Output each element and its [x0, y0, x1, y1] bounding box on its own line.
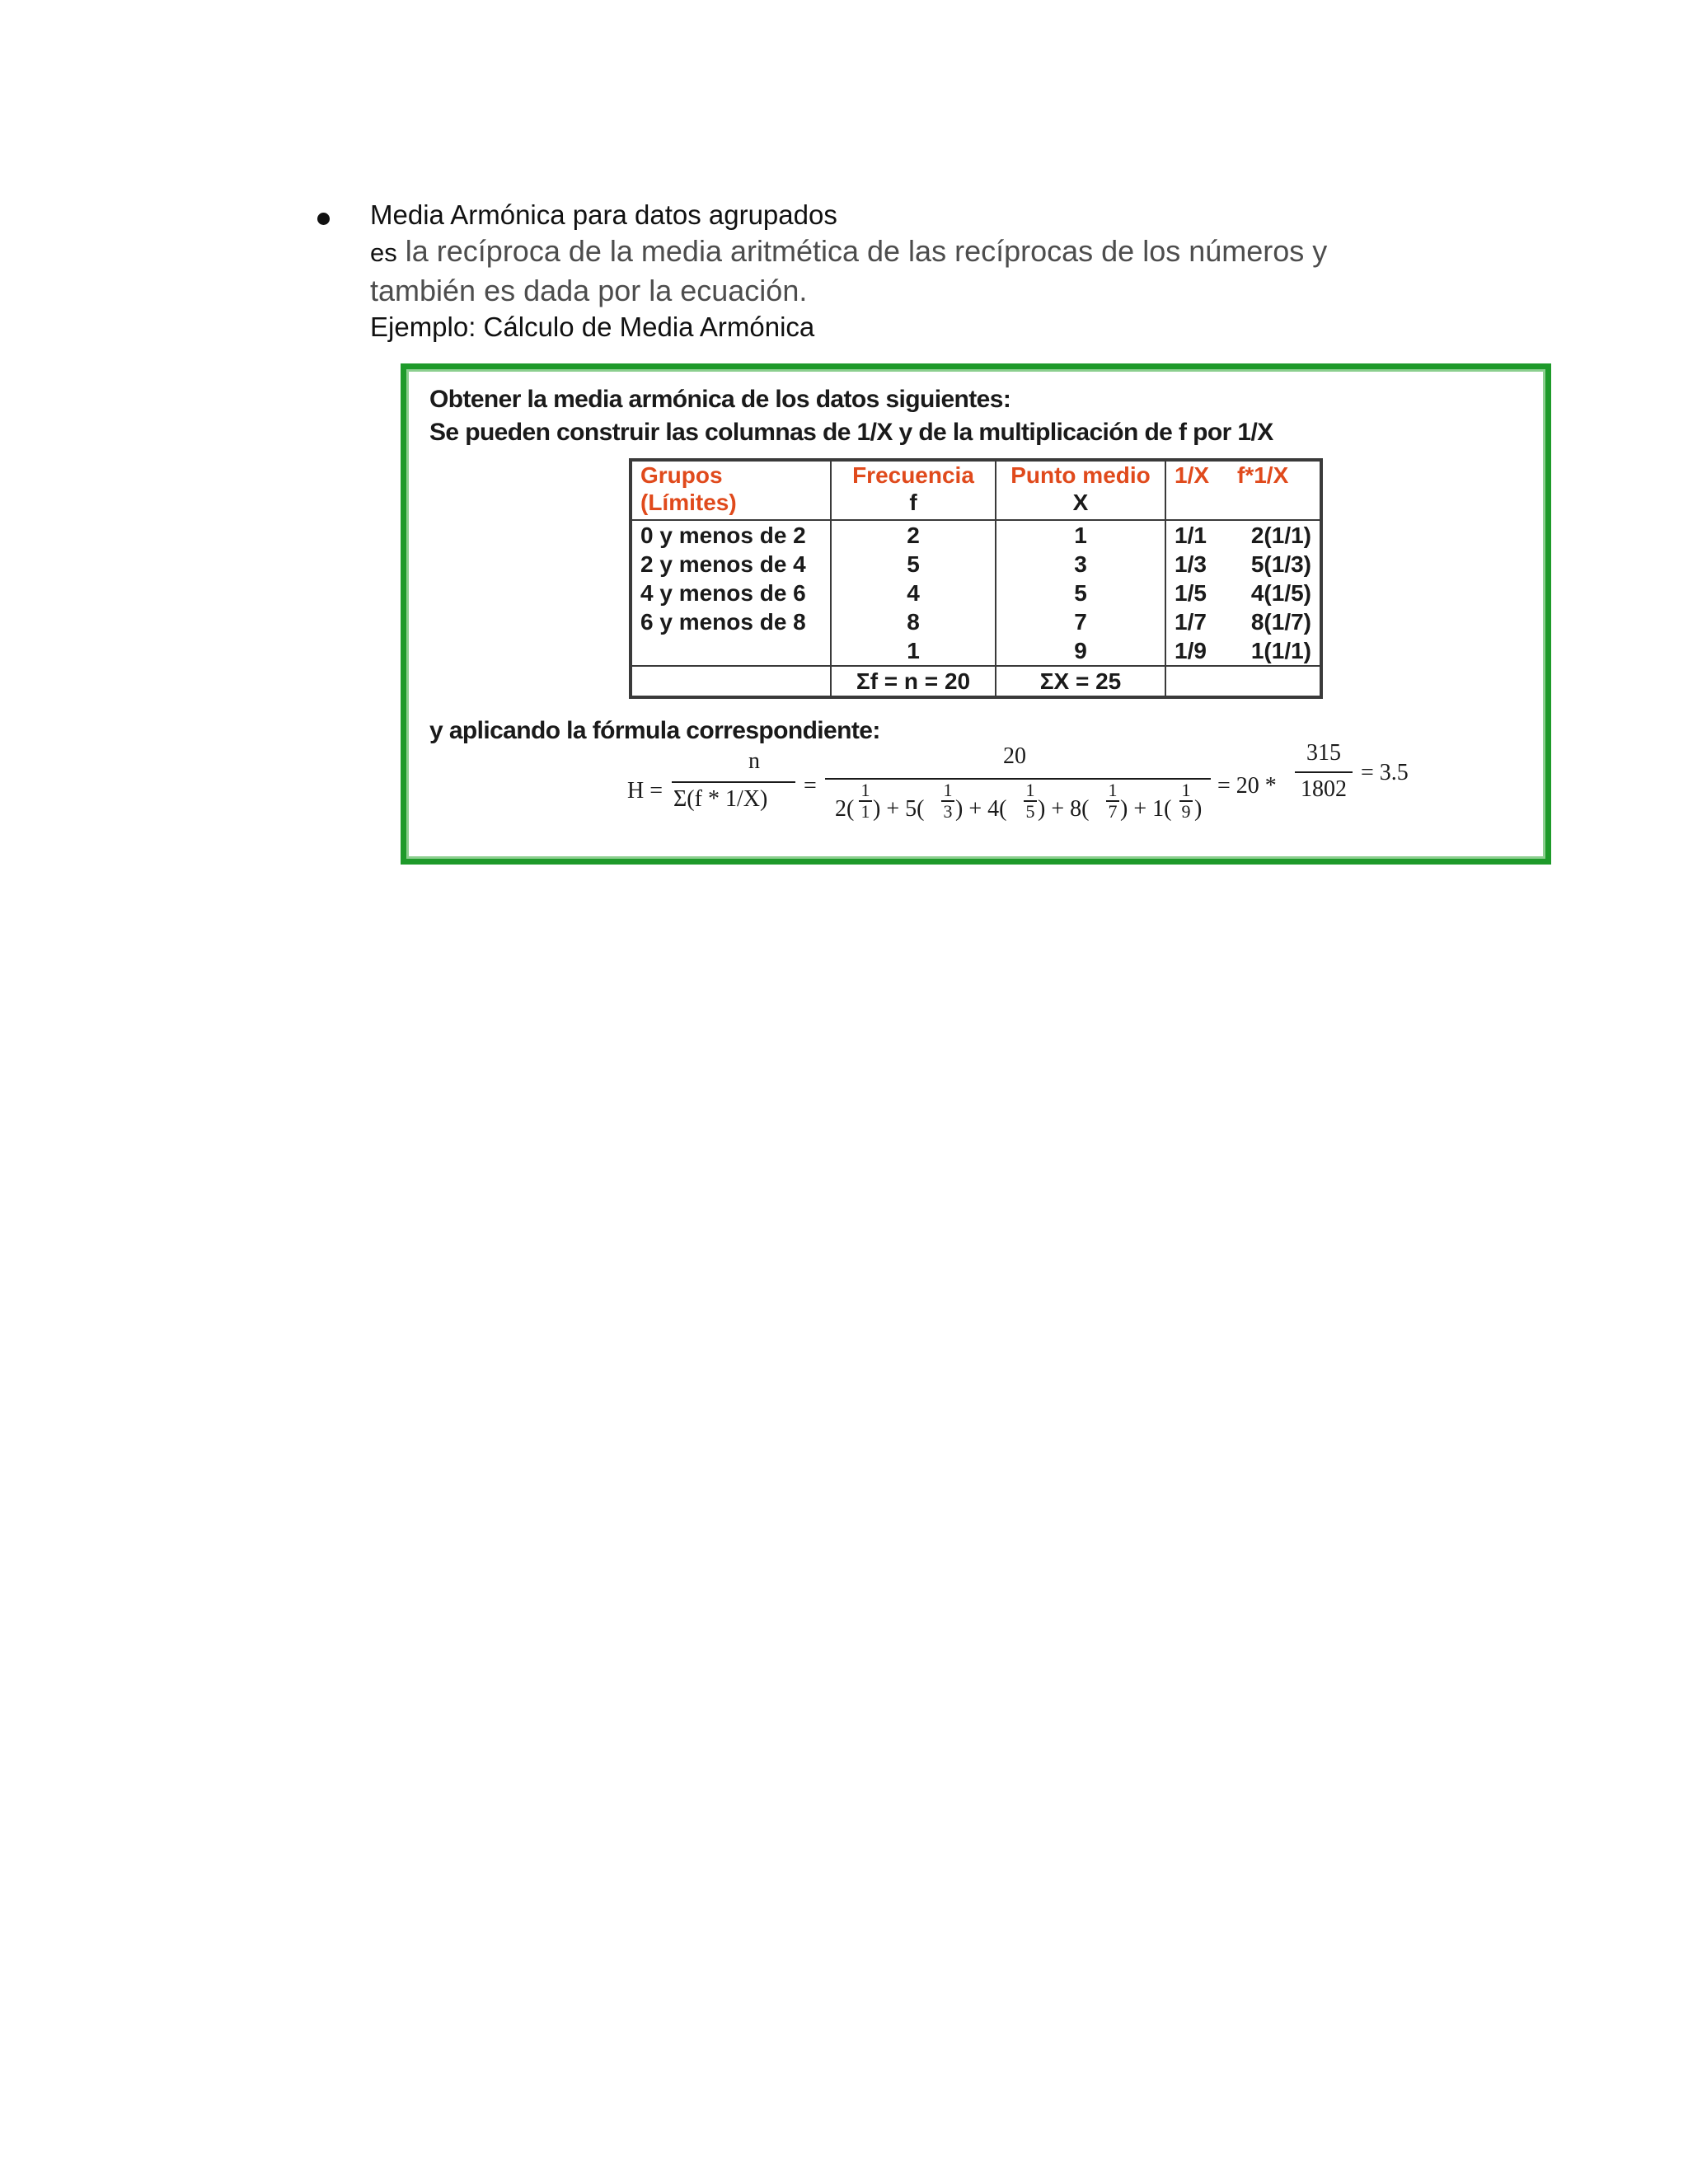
- cell-group: 4 y menos de 6: [631, 579, 831, 607]
- cell-inverse: 1/3: [1165, 550, 1229, 579]
- formula-denominator-1802: 1802: [1301, 776, 1347, 802]
- cell-product: 4(1/5): [1229, 579, 1321, 607]
- formula-term-5-close: ): [1194, 796, 1203, 822]
- formula-term-1-open: 2(: [835, 796, 855, 822]
- header-midpoint: Punto medio X: [996, 460, 1165, 520]
- formula-small-frac-4: 1 7: [1106, 781, 1119, 821]
- total-midpoint: ΣX = 25: [996, 666, 1165, 697]
- formula-fraction-bar-3: [1295, 771, 1353, 773]
- table-total-row: [631, 666, 1321, 697]
- bullet-icon: [317, 213, 330, 225]
- cell-midpoint: 7: [996, 607, 1165, 636]
- header-inverse: 1/X: [1165, 460, 1229, 520]
- formula-denominator-sum: Σ(f * 1/X): [673, 786, 768, 812]
- formula-equals-2: = 20 *: [1217, 773, 1277, 799]
- cell-frequency: 5: [831, 550, 996, 579]
- formula-numerator-20: 20: [1003, 743, 1026, 769]
- header-frequency: Frecuencia f: [831, 460, 996, 520]
- cell-group: 0 y menos de 2: [631, 520, 831, 550]
- formula-small-frac-5: 1 9: [1179, 781, 1193, 821]
- table-row: [631, 607, 1321, 636]
- table-row: [631, 636, 1321, 666]
- bullet-body: [370, 198, 1425, 344]
- formula-numerator-315: 315: [1306, 740, 1341, 766]
- table-row: [631, 579, 1321, 607]
- cell-midpoint: 1: [996, 520, 1165, 550]
- cell-product: 5(1/3): [1229, 550, 1321, 579]
- table-row: [631, 520, 1321, 550]
- total-inverse: [1165, 666, 1229, 697]
- formula-small-frac-3: 1 5: [1024, 781, 1037, 821]
- formula-small-frac-1: 1 1: [859, 781, 872, 821]
- formula-equals-1: =: [804, 773, 817, 799]
- header-product: f*1/X: [1229, 460, 1321, 520]
- formula-term-1-close: ) + 5(: [873, 796, 925, 822]
- cell-inverse: 1/9: [1165, 636, 1229, 666]
- cell-inverse: 1/5: [1165, 579, 1229, 607]
- cell-inverse: 1/1: [1165, 520, 1229, 550]
- total-frequency: Σf = n = 20: [831, 666, 996, 697]
- example-note: Se pueden construir las columnas de 1/X y de la multiplicación de f por 1/X: [429, 419, 1273, 446]
- formula-fraction-bar-2: [825, 778, 1211, 780]
- example-heading: Ejemplo: Cálculo de Media Armónica: [370, 312, 815, 342]
- frequency-table: [629, 458, 1323, 699]
- header-groups: Grupos (Límites): [631, 460, 831, 520]
- cell-product: 8(1/7): [1229, 607, 1321, 636]
- cell-midpoint: 5: [996, 579, 1165, 607]
- formula-intro: y aplicando la fórmula correspondiente:: [429, 717, 880, 744]
- definition-prefix: es: [370, 238, 397, 267]
- table-header-row: [631, 460, 1321, 520]
- formula-fraction-bar-1: [672, 781, 795, 783]
- formula-term-3-close: ) + 8(: [1038, 796, 1090, 822]
- cell-frequency: 2: [831, 520, 996, 550]
- formula-term-2-close: ) + 4(: [955, 796, 1007, 822]
- formula-numerator-n: n: [748, 748, 760, 774]
- cell-inverse: 1/7: [1165, 607, 1229, 636]
- cell-frequency: 8: [831, 607, 996, 636]
- cell-midpoint: 9: [996, 636, 1165, 666]
- example-instruction: Obtener la media armónica de los datos siguientes:: [429, 386, 1011, 413]
- cell-group: 6 y menos de 8: [631, 607, 831, 636]
- cell-product: 2(1/1): [1229, 520, 1321, 550]
- bullet-title: Media Armónica para datos agrupados: [370, 199, 837, 230]
- cell-midpoint: 3: [996, 550, 1165, 579]
- formula-lhs: H =: [627, 778, 663, 804]
- cell-frequency: 1: [831, 636, 996, 666]
- formula-small-frac-2: 1 3: [941, 781, 954, 821]
- formula-term-4-close: ) + 1(: [1120, 796, 1172, 822]
- definition-line-1: [370, 232, 1425, 272]
- formula-result: = 3.5: [1361, 760, 1409, 785]
- cell-product: 1(1/1): [1229, 636, 1321, 666]
- cell-frequency: 4: [831, 579, 996, 607]
- definition-line-2: también es dada por la ecuación.: [370, 274, 808, 307]
- table-row: [631, 550, 1321, 579]
- example-figure: [401, 363, 1551, 865]
- total-group: [631, 666, 831, 697]
- cell-group: [631, 636, 831, 666]
- definition-text-1: la recíproca de la media aritmética de las recíprocas de los números y: [405, 234, 1328, 268]
- cell-group: 2 y menos de 4: [631, 550, 831, 579]
- total-product: [1229, 666, 1321, 697]
